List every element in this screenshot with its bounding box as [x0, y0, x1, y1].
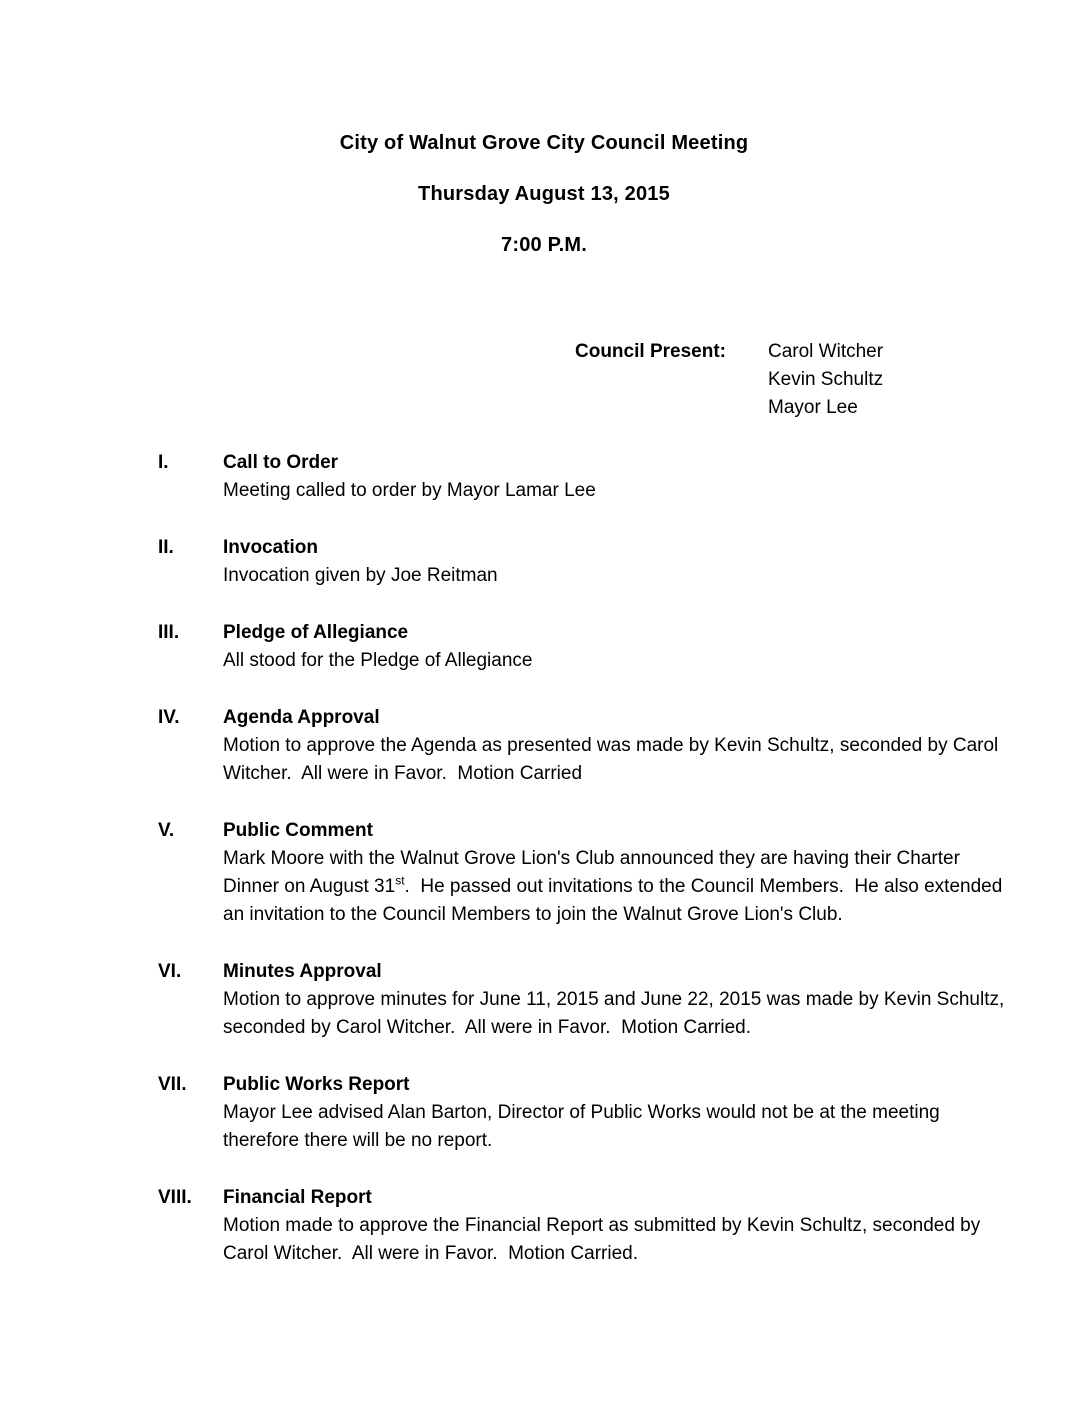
agenda-item — [0, 449, 1088, 505]
agenda-body-line: All stood for the Pledge of Allegiance — [223, 650, 533, 671]
agenda-item-body — [223, 958, 1088, 1042]
document-date: Thursday August 13, 2015 — [418, 183, 670, 205]
agenda-body-line: Carol Witcher. All were in Favor. Motion Carried. — [223, 1243, 638, 1264]
council-present-section — [575, 338, 1088, 422]
agenda-item-title: Agenda Approval — [223, 707, 380, 728]
agenda-item-numeral: V. — [158, 820, 175, 841]
agenda-body-line: Motion to approve minutes for June 11, 2015 and June 22, 2015 was made by Kevin Schultz, — [223, 989, 1005, 1010]
agenda-item-title: Pledge of Allegiance — [223, 622, 409, 643]
document-time: 7:00 P.M. — [501, 234, 587, 256]
agenda-body-line: therefore there will be no report. — [223, 1130, 493, 1151]
council-member-name: Carol Witcher — [768, 341, 884, 362]
agenda-item-title: Invocation — [223, 537, 319, 558]
agenda-item-title: Minutes Approval — [223, 961, 382, 982]
agenda-item — [0, 958, 1088, 1042]
agenda-item-title: Public Works Report — [223, 1074, 410, 1095]
agenda-item-title: Call to Order — [223, 452, 339, 473]
agenda-item-title: Public Comment — [223, 820, 373, 841]
agenda-item — [0, 619, 1088, 675]
agenda-body-line: an invitation to the Council Members to join the Walnut Grove Lion's Club. — [223, 904, 843, 925]
agenda-item — [0, 534, 1088, 590]
agenda-item-numeral: VIII. — [158, 1187, 192, 1208]
agenda-item-numeral: IV. — [158, 707, 180, 728]
agenda-body-line: Mark Moore with the Walnut Grove Lion's Club announced they are having their Charter — [223, 848, 960, 869]
document-title: City of Walnut Grove City Council Meeting — [339, 132, 749, 154]
agenda-item — [0, 817, 1088, 929]
agenda-body-line: Dinner on August 31st. He passed out invitations to the Council Members. He also extended — [223, 873, 1003, 897]
agenda-item — [0, 1184, 1088, 1268]
agenda-item — [0, 704, 1088, 788]
agenda-body-line: Motion to approve the Agenda as presented was made by Kevin Schultz, seconded by Carol — [223, 735, 999, 756]
council-present-label: Council Present: — [575, 341, 726, 362]
agenda-item-numeral: I. — [158, 452, 169, 473]
agenda-item-numeral: VI. — [158, 961, 182, 982]
agenda-list — [0, 449, 1088, 1268]
agenda-item-numeral: VII. — [158, 1074, 187, 1095]
agenda-item-body — [223, 704, 1088, 788]
agenda-item-body — [223, 449, 1088, 505]
council-present-names — [768, 338, 883, 422]
agenda-item-body — [223, 1071, 1088, 1155]
agenda-body-line: Motion made to approve the Financial Report as submitted by Kevin Schultz, seconded by — [223, 1215, 981, 1236]
council-member-name: Mayor Lee — [768, 397, 858, 418]
agenda-item-numeral: II. — [158, 537, 174, 558]
agenda-body-line: Meeting called to order by Mayor Lamar Lee — [223, 480, 596, 501]
agenda-item-body — [223, 619, 1088, 675]
agenda-item-numeral: III. — [158, 622, 180, 643]
document-header — [0, 0, 1088, 256]
council-member-name: Kevin Schultz — [768, 369, 884, 390]
agenda-body-line: Invocation given by Joe Reitman — [223, 565, 498, 586]
agenda-body-line: Mayor Lee advised Alan Barton, Director of Public Works would not be at the meeting — [223, 1102, 940, 1123]
agenda-body-line: seconded by Carol Witcher. All were in Favor. Motion Carried. — [223, 1017, 752, 1038]
agenda-item-body — [223, 534, 1088, 590]
agenda-item-body — [223, 1184, 1088, 1268]
agenda-item — [0, 1071, 1088, 1155]
agenda-item-body — [223, 817, 1088, 929]
agenda-body-line: Witcher. All were in Favor. Motion Carried — [223, 763, 583, 784]
agenda-item-title: Financial Report — [223, 1187, 372, 1208]
